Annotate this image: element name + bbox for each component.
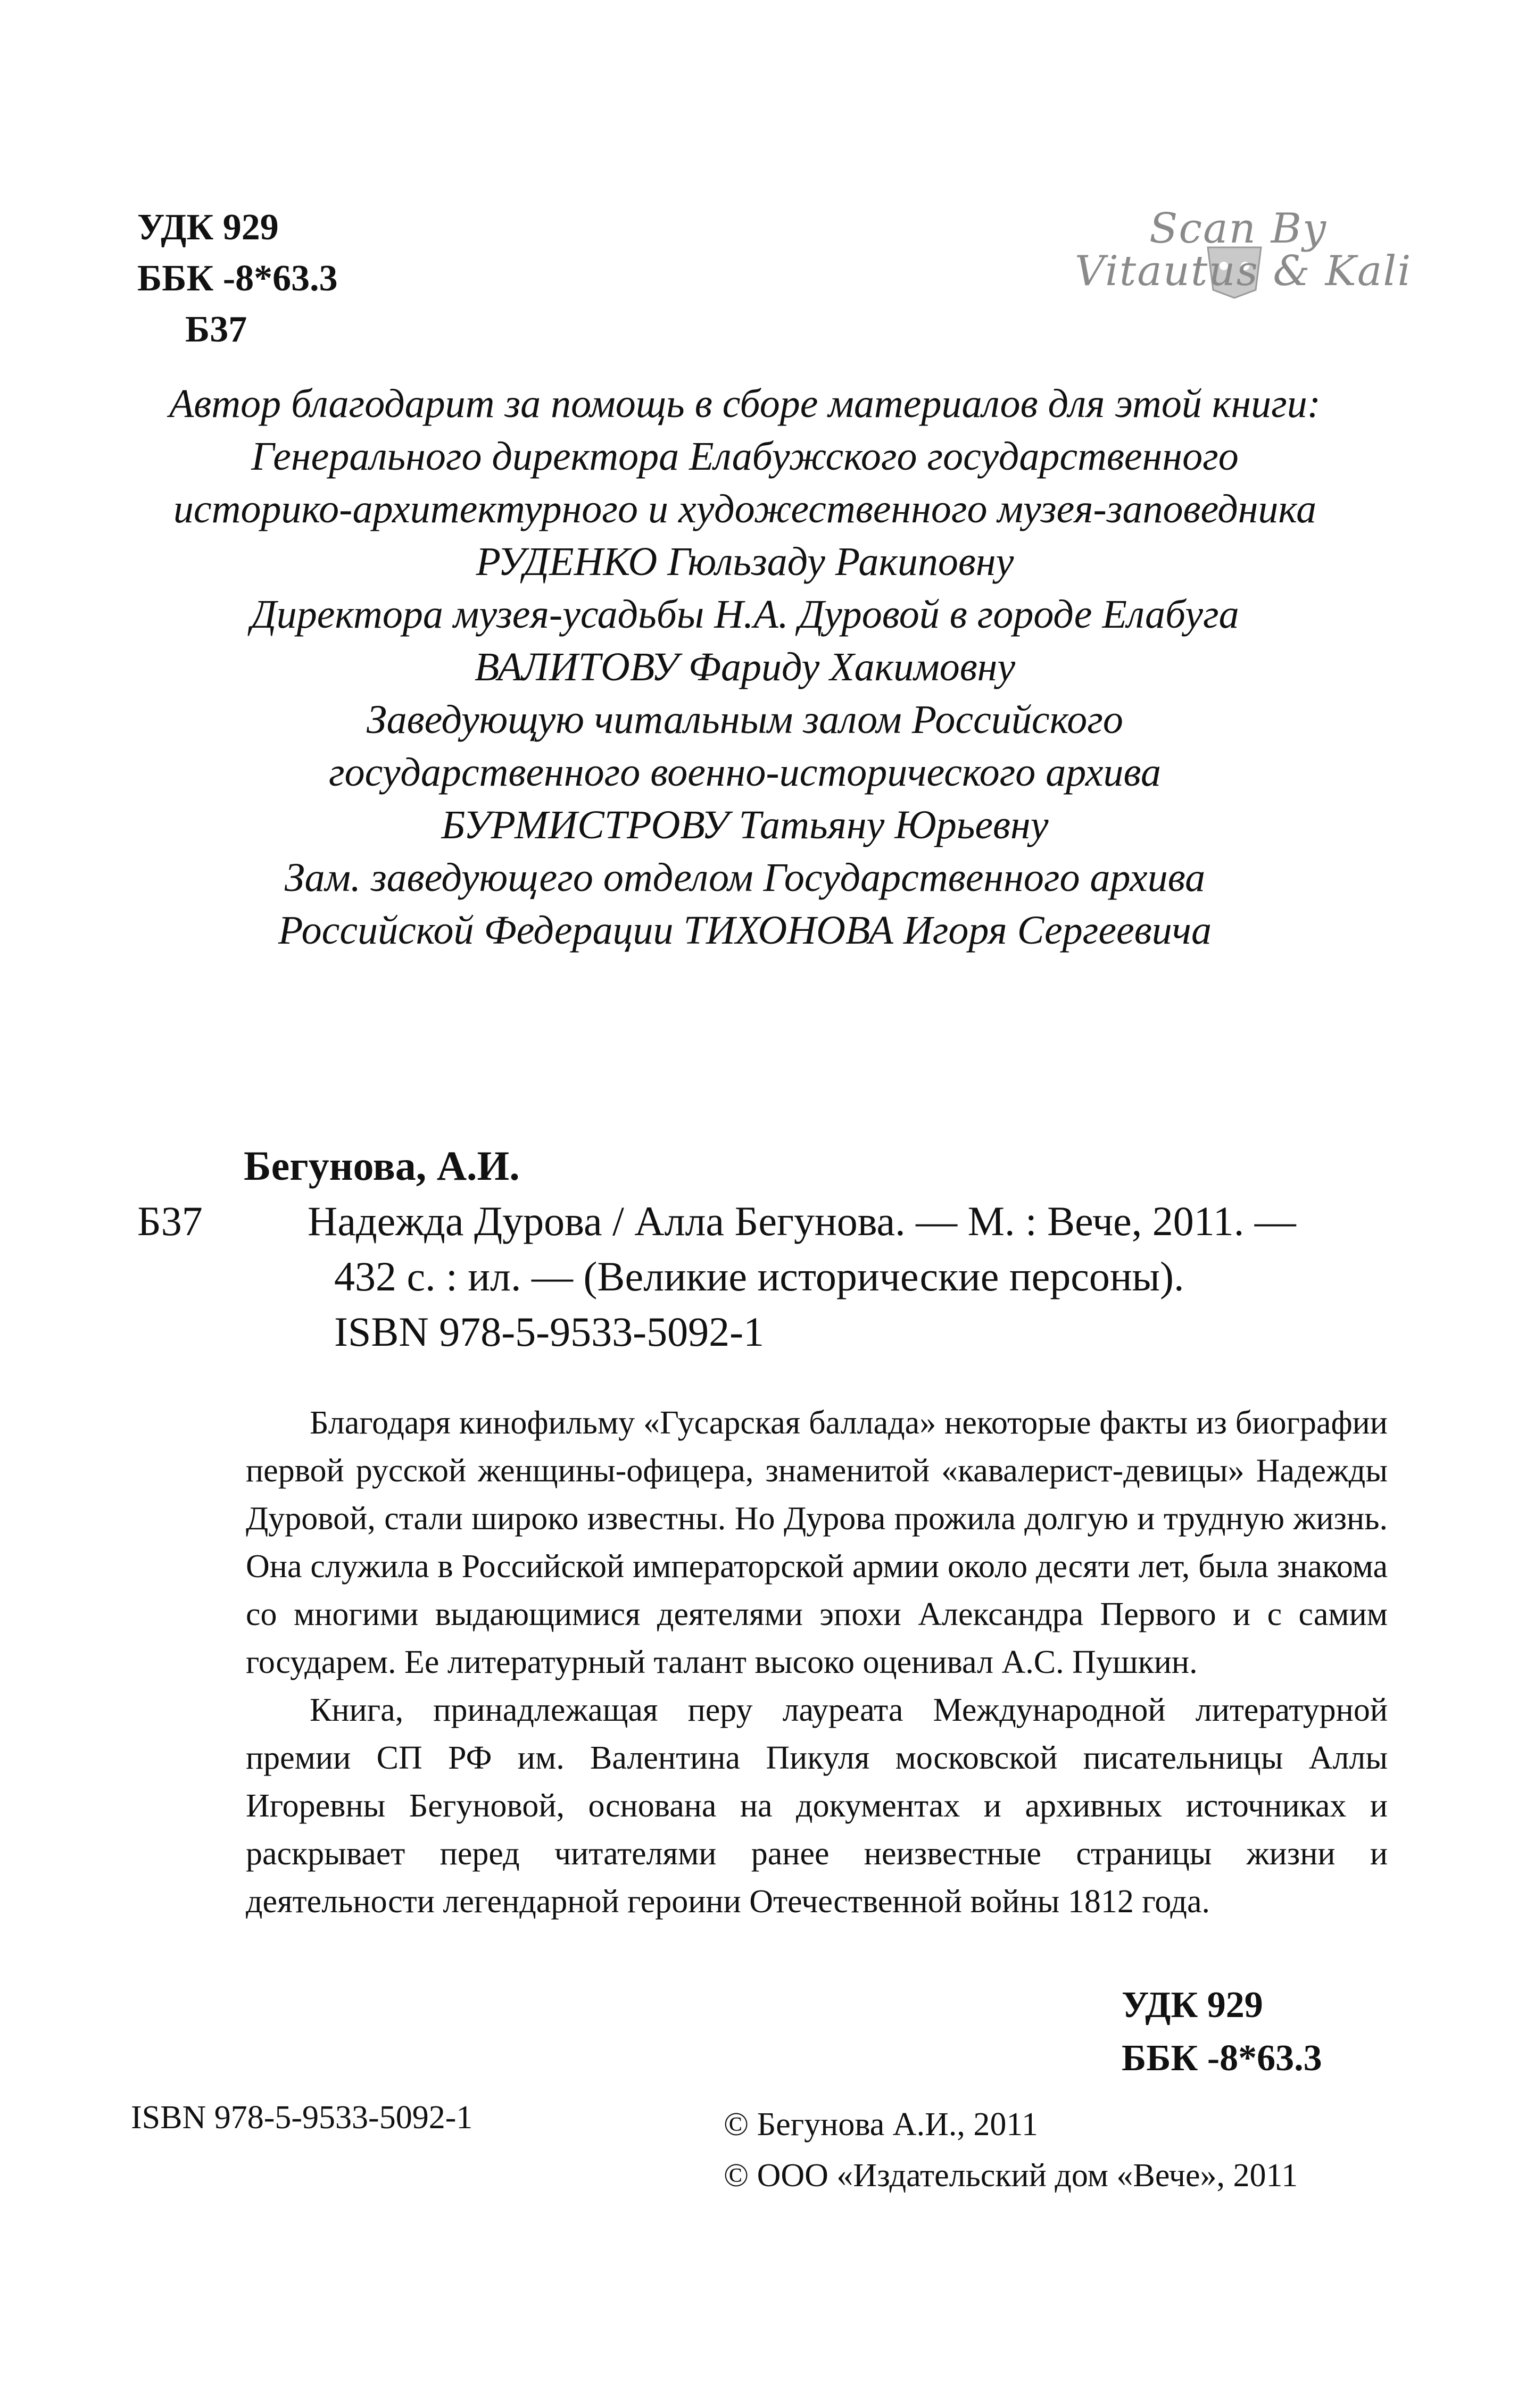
ack-line: РУДЕНКО Гюльзаду Ракиповну <box>476 539 1014 584</box>
watermark-line-1: Scan By <box>1149 205 1328 253</box>
ack-line: Заведующую читальным залом Российского <box>367 697 1123 742</box>
catalog-extent-line: 432 с. : ил. — (Великие исторические персоны). <box>334 1253 1184 1299</box>
ack-line: Директора музея-усадьбы Н.А. Дуровой в городе Елабуга <box>251 592 1239 637</box>
ack-line: Автор благодарит за помощь в сборе материалов для этой книги: <box>169 381 1321 426</box>
ack-line: Генерального директора Елабужского государственного <box>251 434 1239 479</box>
ack-line: ВАЛИТОВУ Фариду Хакимовну <box>474 645 1016 689</box>
catalog-code: Б37 <box>137 1198 203 1244</box>
classification-footer <box>1122 1979 1322 2085</box>
watermark-line-2: Vitautus & Kali <box>1075 247 1412 295</box>
udk-code: УДК 929 <box>137 207 279 248</box>
copyright-publisher: © ООО «Издательский дом «Вече», 2011 <box>724 2157 1298 2194</box>
catalog-author: Бегунова, А.И. <box>244 1143 520 1189</box>
footer-isbn: ISBN 978-5-9533-5092-1 <box>131 2099 473 2136</box>
catalog-entry <box>308 1194 1296 1360</box>
ack-line: государственного военно-исторического архива <box>329 750 1161 795</box>
acknowledgements <box>106 378 1383 957</box>
catalog-title-line: Надежда Дурова / Алла Бегунова. — М. : Вече, 2011. — <box>308 1198 1296 1244</box>
footer-udk-code: УДК 929 <box>1122 1985 1263 2026</box>
catalog-isbn-line: ISBN 978-5-9533-5092-1 <box>334 1309 765 1355</box>
footer-bbk-code: ББК -8*63.3 <box>1122 2038 1322 2079</box>
ack-line: Российской Федерации ТИХОНОВА Игоря Сергеевича <box>278 908 1212 953</box>
ack-line: Зам. заведующего отделом Государственного архива <box>284 855 1206 900</box>
copyright-block <box>724 2099 1298 2201</box>
annotation-paragraph-1: Благодаря кинофильму «Гусарская баллада» некоторые факты из биографии первой русской женщины-офицера, знаменитой «кавалерист-девицы» Надежды Дуровой, стали широко известны. Но Дурова прожила долгую и трудную жизнь. Она служила в Российской императорской армии около десяти лет, была знакома со многими выдающимися деятелями эпохи Александра Первого и с самим государем. Ее литературный талант высоко оценивал А.С. Пушкин. <box>246 1405 1388 1680</box>
bbk-code: ББК -8*63.3 <box>137 258 338 299</box>
scan-watermark <box>1069 205 1412 327</box>
annotation <box>246 1399 1388 1926</box>
ack-line: историко-архитектурного и художественного музея-заповедника <box>173 487 1317 531</box>
copyright-author: © Бегунова А.И., 2011 <box>724 2106 1039 2143</box>
annotation-paragraph-2: Книга, принадлежащая перу лауреата Международной литературной премии СП РФ им. Валентина Пикуля московской писательницы Аллы Игоревны Бегуновой, основана на документах и архивных источниках и раскрывает перед читателями ранее неизвестные страницы жизни и деятельности легендарной героини Отечественной войны 1812 года. <box>246 1692 1388 1920</box>
author-mark: Б37 <box>185 309 247 350</box>
classification-header <box>137 202 338 355</box>
ack-line: БУРМИСТРОВУ Татьяну Юрьевну <box>441 803 1049 847</box>
